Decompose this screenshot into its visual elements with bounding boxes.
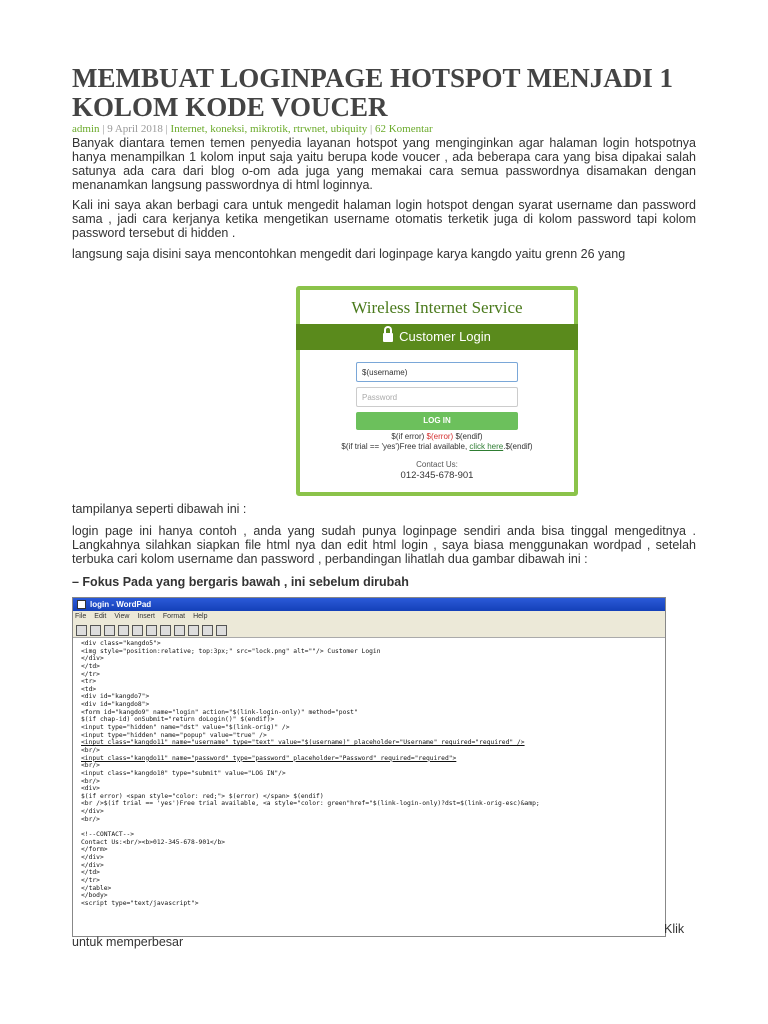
error-line bbox=[300, 432, 574, 441]
paragraph-steps: login page ini hanya contoh , anda yang sudah punya loginpage sendiri anda bisa tinggal mengeditnya . Langkahnya silahkan siapkan file html nya dan edit html login , saya biasa menggunakan wordpad , setelah terbuka cari kolom username dan password , perbandingan lihatlah dua gambar dibawah ini : bbox=[72, 524, 696, 566]
menu-view[interactable]: View bbox=[114, 613, 130, 620]
code-line: <script type="text/javascript"> bbox=[81, 899, 199, 907]
code-line: <div id="kangdo8"> bbox=[81, 701, 150, 709]
code-line: </div> bbox=[81, 861, 104, 869]
code-line: </td> bbox=[81, 869, 100, 877]
code-line: <br/> bbox=[81, 777, 100, 785]
find-icon[interactable] bbox=[146, 625, 157, 636]
code-line: <br/> bbox=[81, 815, 100, 823]
insert-date-icon[interactable] bbox=[216, 625, 227, 636]
login-service-title: Wireless Internet Service bbox=[351, 298, 523, 317]
contact-label: Contact Us: bbox=[416, 460, 458, 469]
meta-separator: | bbox=[99, 123, 108, 135]
trial-text: $(if trial == 'yes')Free trial available, bbox=[341, 442, 470, 451]
enlarge-caption: untuk memperbesar bbox=[72, 935, 184, 949]
code-line: </div> bbox=[81, 655, 104, 663]
wordpad-title: login - WordPad bbox=[90, 600, 152, 609]
menu-insert[interactable]: Insert bbox=[137, 613, 155, 620]
code-line: <td> bbox=[81, 685, 97, 693]
click-caption[interactable]: Klik bbox=[664, 922, 685, 936]
copy-icon[interactable] bbox=[174, 625, 185, 636]
code-line: Contact Us:<br/><b>012-345-678-901</b> bbox=[81, 838, 226, 846]
meta-separator: | bbox=[162, 123, 171, 135]
paragraph-focus: – Fokus Pada yang bergaris bawah , ini sebelum dirubah bbox=[72, 575, 409, 589]
code-line: <br/> bbox=[81, 762, 100, 770]
category-links[interactable]: Internet, koneksi, mikrotik, rtrwnet, ubiquity bbox=[170, 123, 368, 135]
wordpad-menubar bbox=[73, 611, 665, 623]
undo-icon[interactable] bbox=[202, 625, 213, 636]
menu-edit[interactable]: Edit bbox=[94, 613, 107, 620]
customer-login-band bbox=[296, 324, 578, 350]
post-title: MEMBUAT LOGINPAGE HOTSPOT MENJADI 1 KOLOM KODE VOUCER bbox=[72, 63, 674, 122]
post-date: 9 April 2018 bbox=[107, 123, 163, 135]
menu-file[interactable]: File bbox=[75, 613, 87, 620]
code-line: <input class="kangdo11" name="username" type="text" value="$(username)" placeholder="Username" required="required" /> bbox=[81, 739, 525, 747]
paragraph-intro: Banyak diantara temen temen penyedia layanan hotspot yang menginginkan agar halaman login hotspotnya hanya menampilkan 1 kolom input saja yaitu berupa kode voucer , ada beberapa cara yang bisa dipakai salah satunya ada cara dari blog o-om ada juga yang memakai cara semua passwordnya disamakan dengan menanamkan langsung passwordnya di html loginnya. bbox=[72, 136, 696, 192]
comments-link[interactable]: 62 Komentar bbox=[374, 123, 433, 135]
cut-icon[interactable] bbox=[160, 625, 171, 636]
wordpad-app-icon bbox=[77, 600, 86, 609]
code-line: <div class="kangdo5"> bbox=[81, 640, 161, 647]
wordpad-titlebar bbox=[73, 598, 665, 611]
code-line: <form id="kangdo9" name="login" action="$(link-login-only)" method="post" bbox=[81, 708, 358, 716]
code-line: </tr> bbox=[81, 670, 100, 678]
wordpad-code-area[interactable] bbox=[73, 638, 665, 907]
code-line: <img style="position:relative; top:3px;" src="lock.png" alt=""/> Customer Login bbox=[81, 647, 381, 655]
wordpad-toolbar bbox=[73, 623, 665, 638]
trial-line bbox=[300, 442, 574, 451]
code-line: $(if chap-id) onSubmit="return doLogin()" $(endif)> bbox=[81, 716, 275, 724]
code-line: </div> bbox=[81, 808, 104, 816]
contact-phone: 012-345-678-901 bbox=[400, 470, 474, 481]
save-icon[interactable] bbox=[104, 625, 115, 636]
trial-endif: .$(endif) bbox=[503, 442, 533, 451]
menu-format[interactable]: Format bbox=[162, 613, 186, 620]
paragraph-method: Kali ini saya akan berbagi cara untuk mengedit halaman login hotspot dengan syarat username dan password sama , jadi cara kerjanya ketika mengetikan username otomatis terketik juga di kolom password tapi kolom password tersebut di hidden . bbox=[72, 198, 696, 240]
error-value: $(error) bbox=[426, 432, 454, 441]
customer-login-label: Customer Login bbox=[399, 329, 491, 344]
print-icon[interactable] bbox=[118, 625, 129, 636]
paste-icon[interactable] bbox=[188, 625, 199, 636]
paragraph-example: langsung saja disini saya mencontohkan mengedit dari loginpage karya kangdo yaitu grenn 26 yang bbox=[72, 247, 626, 261]
error-endif: $(endif) bbox=[453, 432, 483, 441]
code-line: </div> bbox=[81, 853, 104, 861]
new-icon[interactable] bbox=[76, 625, 87, 636]
error-if: $(if error) bbox=[391, 432, 427, 441]
code-line: <tr> bbox=[81, 678, 97, 686]
code-line: <div> bbox=[81, 785, 100, 793]
print-preview-icon[interactable] bbox=[132, 625, 143, 636]
code-line: </td> bbox=[81, 662, 100, 670]
post-meta bbox=[72, 123, 433, 135]
code-line: <br />$(if trial == 'yes')Free trial available, <a style="color: green"href="$(link-login-only)?dst=$(link-orig-esc)&amp; bbox=[81, 800, 540, 808]
login-button[interactable]: LOG IN bbox=[356, 412, 518, 430]
code-line: </body> bbox=[81, 892, 108, 900]
username-input[interactable]: $(username) bbox=[356, 362, 518, 382]
open-icon[interactable] bbox=[90, 625, 101, 636]
menu-help[interactable]: Help bbox=[193, 613, 208, 620]
code-line: <!--CONTACT--> bbox=[81, 831, 135, 839]
code-line: <div id="kangdo7"> bbox=[81, 693, 150, 701]
login-page-preview bbox=[296, 286, 578, 496]
code-line: </table> bbox=[81, 884, 112, 892]
password-input[interactable]: Password bbox=[356, 387, 518, 407]
trial-link[interactable]: click here bbox=[469, 442, 504, 451]
author-link[interactable]: admin bbox=[72, 123, 100, 135]
paragraph-display: tampilanya seperti dibawah ini : bbox=[72, 502, 247, 516]
code-line: <input class="kangdo10" type="submit" value="LOG IN"/> bbox=[81, 769, 286, 777]
code-line: <input class="kangdo11" name="password" type="password" placeholder="Password" required="required"> bbox=[81, 754, 457, 762]
code-line: <input type="hidden" name="dst" value="$(link-orig)" /> bbox=[81, 724, 290, 732]
code-line: $(if error) <span style="color: red;"> $(error) </span> $(endif) bbox=[81, 792, 324, 800]
code-line: </form> bbox=[81, 846, 108, 854]
code-line: <br/> bbox=[81, 746, 100, 754]
code-line: <input type="hidden" name="popup" value="true" /> bbox=[81, 731, 267, 739]
meta-separator: | bbox=[367, 123, 375, 135]
code-line: </tr> bbox=[81, 876, 100, 884]
lock-icon bbox=[383, 333, 393, 342]
wordpad-screenshot bbox=[72, 597, 666, 937]
code-line bbox=[81, 823, 665, 831]
